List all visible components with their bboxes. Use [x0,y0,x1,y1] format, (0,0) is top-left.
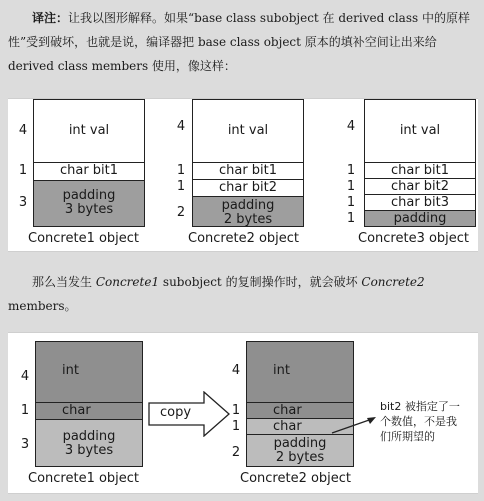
copy-figure [8,332,478,494]
layout-figure-1 [8,98,478,252]
concrete2-term: Concrete2 [361,275,425,289]
char-cell [36,402,142,419]
cell-text: int val [68,123,110,138]
int-val-cell [34,100,144,162]
note-line: bit2 被指定了一 [380,400,460,413]
size-label: 1 [176,163,186,178]
copy-line-1-b: subobject 的复制操作时，就会破坏 [159,275,362,289]
size-label: 4 [176,119,186,134]
size-label: 1 [346,195,356,210]
copy-paragraph [8,270,478,318]
concrete2-object-box [192,99,304,227]
cell-text: char [62,403,91,418]
cell-text: 2 bytes [223,212,273,227]
cell-text: char [273,419,302,434]
size-label: 1 [346,179,356,194]
note-line: 个数值，不是我 [380,415,457,428]
cell-text: char bit1 [218,163,278,178]
cell-text: char bit2 [390,179,450,194]
intro-line-2: 性”受到破坏，也就是说，编译器把 base class object 原本的填补空间让出来给 [8,35,437,49]
copy-line-1-a: 那么当发生 [32,275,96,289]
char-bit1-cell [193,162,303,179]
size-label: 1 [346,211,356,226]
size-label: 1 [346,163,356,178]
int-val-cell [365,100,475,162]
size-label: 2 [231,445,241,460]
cell-text: char bit2 [218,180,278,195]
concrete3-caption: Concrete3 object [358,231,470,246]
copy-line-2: members。 [8,299,77,313]
cell-text: int [273,363,290,378]
size-label: 1 [20,403,30,418]
size-label: 2 [176,205,186,220]
cell-text: int val [399,123,441,138]
size-label: 4 [346,119,356,134]
translator-note-label: 译注： [32,11,69,25]
concrete2-caption: Concrete2 object [188,231,300,246]
int-val-cell [193,100,303,162]
concrete1-term: Concrete1 [95,275,160,289]
size-label: 1 [18,163,28,178]
char-bit1-cell [34,162,144,180]
cell-text: char bit1 [59,163,119,178]
intro-paragraph [8,6,478,78]
copy-arrow [148,391,230,437]
concrete2-caption: Concrete2 object [240,471,352,486]
concrete2-object-box [246,341,354,467]
cell-text: 3 bytes [64,443,114,458]
size-label: 3 [20,437,30,452]
size-label: 4 [18,123,28,138]
note-arrow-icon [330,413,380,437]
size-label: 4 [231,363,241,378]
cell-text: padding [221,198,275,213]
intro-line-3: derived class members 使用，像这样： [8,59,236,73]
size-label: 1 [231,403,241,418]
copy-line-1 [8,270,478,294]
padding-cell [34,180,144,226]
copy-label: copy [160,405,192,420]
cell-text: int [62,363,79,378]
cell-text: 2 bytes [275,450,325,465]
note-line: 们所期望的 [380,430,435,443]
cell-text: char bit1 [390,163,450,178]
cell-text: int val [227,123,269,138]
padding-cell [36,419,142,466]
cell-text: char [273,403,302,418]
char-bit1-cell [365,162,475,178]
size-label: 4 [20,369,30,384]
concrete3-object-box [364,99,476,227]
intro-line-1-text: 让我以图形解释。如果“base class subobject 在 derived class 中的原样 [68,11,470,25]
size-label: 1 [231,419,241,434]
int-cell [36,342,142,402]
bit2-note [380,399,476,444]
padding-cell [365,210,475,226]
char-bit2-cell [193,179,303,196]
concrete1-caption: Concrete1 object [28,231,140,246]
cell-text: padding [62,188,116,203]
concrete1-object-box [35,341,143,467]
cell-text: padding [62,429,116,444]
cell-text: 3 bytes [64,202,114,217]
concrete1-caption: Concrete1 object [28,471,140,486]
size-label: 1 [176,179,186,194]
int-cell [247,342,353,402]
char-bit2-cell [365,178,475,194]
padding-cell [247,434,353,466]
intro-line-1 [8,6,478,30]
char-bit3-cell [365,194,475,210]
cell-text: padding [273,436,327,451]
cell-text: padding [393,211,447,226]
cell-text: char bit3 [390,195,450,210]
padding-cell [193,196,303,226]
concrete1-object-box [33,99,145,227]
size-label: 3 [18,195,28,210]
